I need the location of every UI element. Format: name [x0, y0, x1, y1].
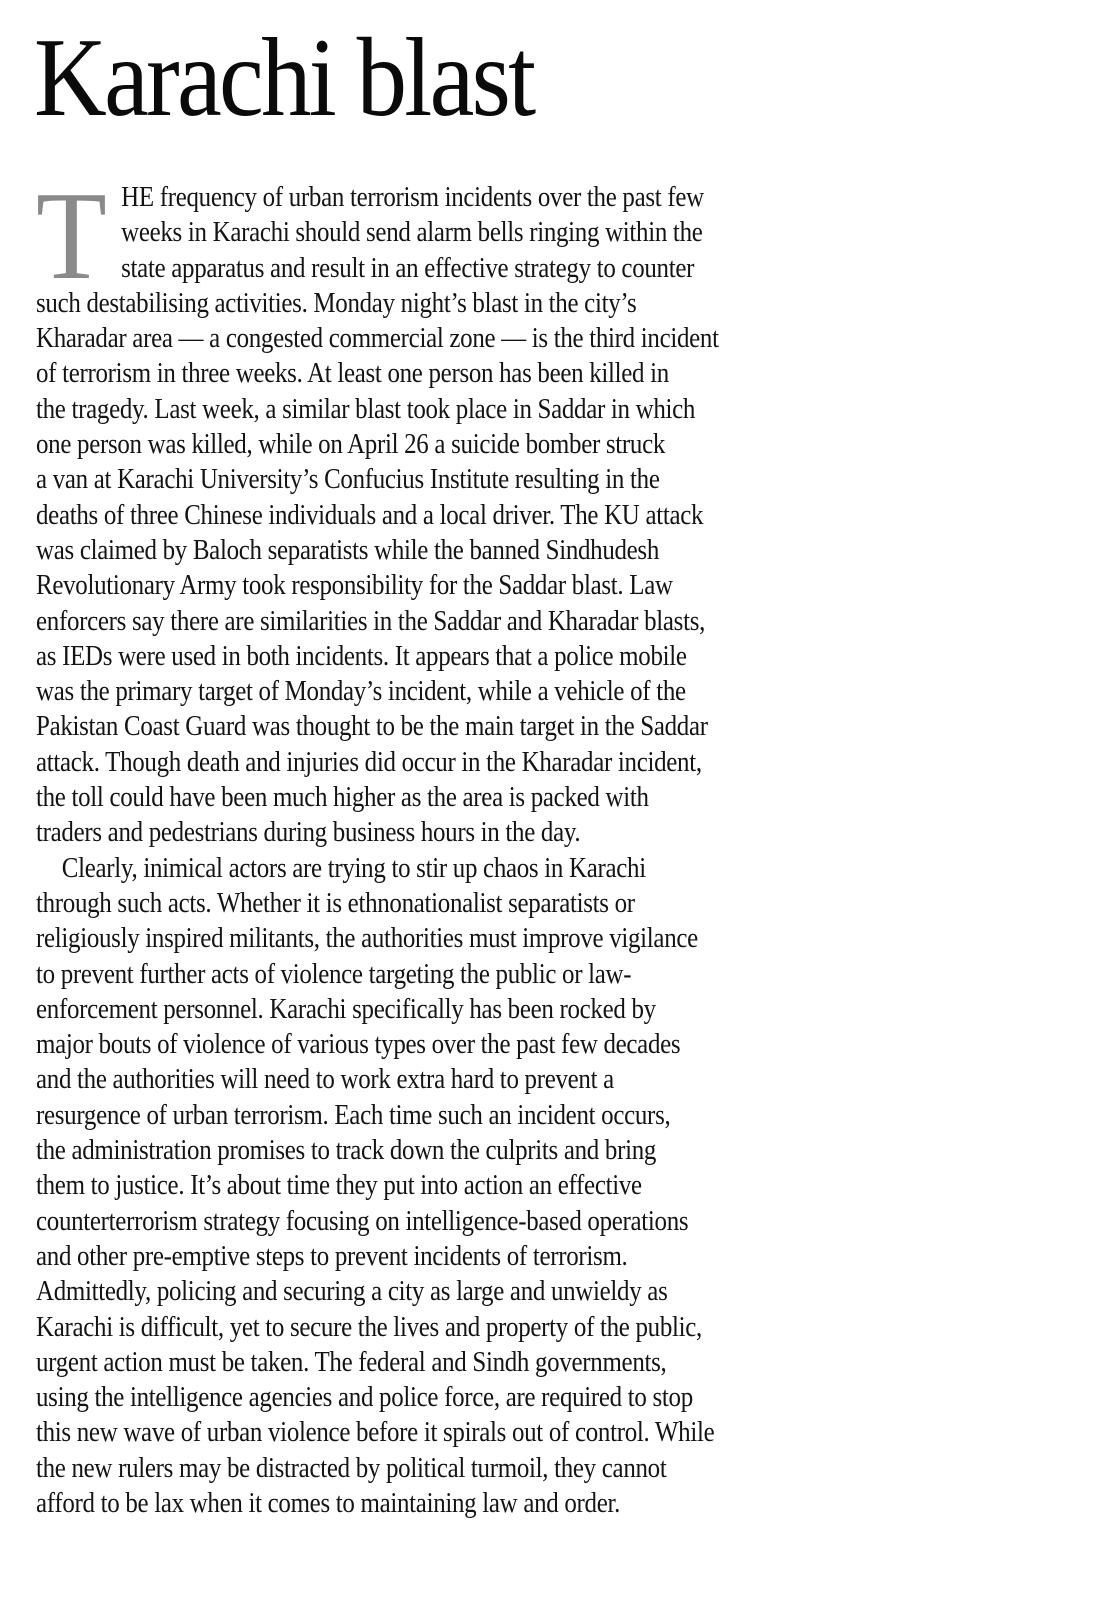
text-line: Revolutionary Army took responsibility for the Saddar blast. Law — [36, 569, 673, 602]
text-line: was claimed by Baloch separatists while the banned Sindhudesh — [36, 533, 660, 566]
text-line: of terrorism in three weeks. At least one person has been killed in — [36, 357, 669, 390]
text-line: Pakistan Coast Guard was thought to be the main target in the Saddar — [36, 710, 708, 743]
text-line: the new rulers may be distracted by political turmoil, they cannot — [36, 1451, 667, 1484]
headline: Karachi blast — [34, 16, 534, 140]
text-line: deaths of three Chinese individuals and a local driver. The KU attack — [36, 498, 704, 531]
text-line: to prevent further acts of violence targeting the public or law- — [36, 957, 632, 990]
text-line: as IEDs were used in both incidents. It appears that a police mobile — [36, 639, 687, 672]
text-line: resurgence of urban terrorism. Each time such an incident occurs, — [36, 1098, 671, 1131]
text-line: traders and pedestrians during business hours in the day. — [36, 816, 581, 849]
text-line: attack. Though death and injuries did occur in the Kharadar incident, — [36, 745, 702, 778]
text-line: Clearly, inimical actors are trying to stir up chaos in Karachi — [61, 851, 646, 884]
text-line: Kharadar area — a congested commercial zone — is the third incident — [36, 322, 719, 355]
text-line: and other pre-emptive steps to prevent incidents of terrorism. — [36, 1239, 628, 1272]
text-line: them to justice. It’s about time they put into action an effective — [36, 1169, 642, 1202]
article-body — [36, 167, 1076, 1521]
text-line: was the primary target of Monday’s incident, while a vehicle of the — [36, 675, 686, 708]
text-line: urgent action must be taken. The federal and Sindh governments, — [36, 1345, 667, 1378]
text-line: HE frequency of urban terrorism incidents over the past few — [121, 181, 704, 213]
text-line: the tragedy. Last week, a similar blast took place in Saddar in which — [36, 392, 696, 425]
text-line: enforcers say there are similarities in the Saddar and Kharadar blasts, — [36, 604, 706, 637]
paragraph-1 — [36, 167, 1076, 851]
text-line: and the authorities will need to work extra hard to prevent a — [36, 1063, 614, 1096]
text-line: using the intelligence agencies and police force, are required to stop — [36, 1381, 693, 1414]
text-line: enforcement personnel. Karachi specifically has been rocked by — [36, 992, 656, 1025]
text-line: Karachi is difficult, yet to secure the lives and property of the public, — [36, 1310, 702, 1343]
text-line: through such acts. Whether it is ethnonationalist separatists or — [36, 886, 635, 919]
text-line: afford to be lax when it comes to maintaining law and order. — [36, 1486, 621, 1519]
text-line: one person was killed, while on April 26 a suicide bomber struck — [36, 428, 666, 461]
text-line: major bouts of violence of various types over the past few decades — [36, 1028, 681, 1061]
text-line: Admittedly, policing and securing a city as large and unwieldy as — [36, 1275, 668, 1308]
text-line: such destabilising activities. Monday night’s blast in the city’s — [36, 286, 637, 319]
text-line: the toll could have been much higher as the area is packed with — [36, 781, 649, 814]
text-line: this new wave of urban violence before it spirals out of control. While — [36, 1416, 715, 1449]
text-line: weeks in Karachi should send alarm bells ringing within the — [121, 216, 703, 249]
drop-cap: T — [36, 167, 107, 306]
text-line: state apparatus and result in an effective strategy to counter — [121, 251, 695, 284]
text-line: counterterrorism strategy focusing on intelligence-based operations — [36, 1204, 689, 1237]
text-line: religiously inspired militants, the authorities must improve vigilance — [36, 922, 698, 955]
paragraph-2 — [36, 851, 1076, 1522]
text-line: the administration promises to track down the culprits and bring — [36, 1134, 657, 1167]
text-line: a van at Karachi University’s Confucius Institute resulting in the — [36, 463, 660, 496]
